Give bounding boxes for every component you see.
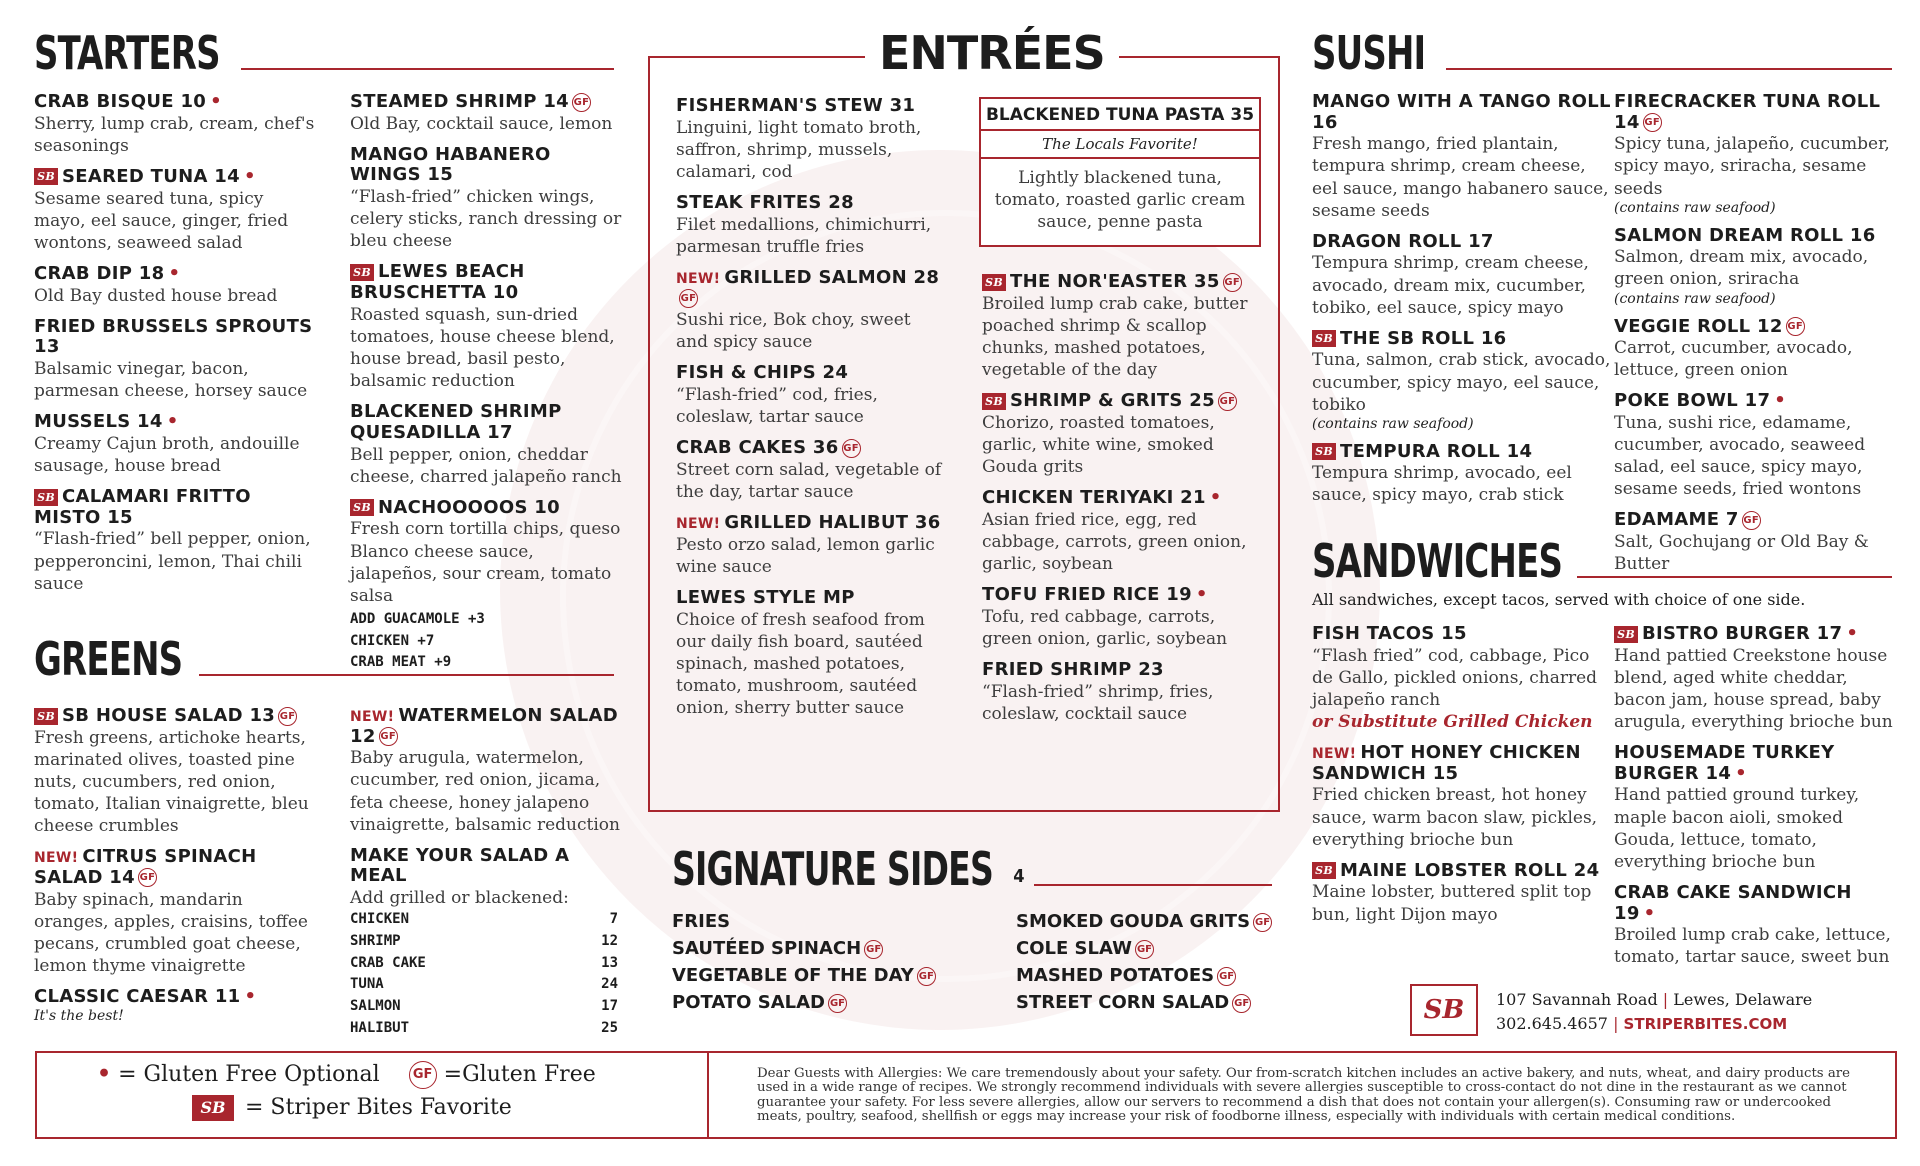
- gluten-free-optional-icon: •: [168, 262, 181, 284]
- gluten-free-icon: GF: [1223, 273, 1242, 292]
- entrees-left-column: [676, 96, 946, 729]
- addon-item: CRAB MEAT +9: [350, 654, 452, 671]
- gluten-free-icon: GF: [1253, 913, 1272, 932]
- item-name: VEGGIE ROLL 12: [1614, 315, 1783, 337]
- item-name: TEMPURA ROLL 14: [1340, 440, 1533, 462]
- item-name: FRIED SHRIMP 23: [982, 658, 1164, 680]
- menu-item: [1312, 624, 1612, 733]
- sushi-right-column: [1614, 92, 1894, 585]
- item-desc: “Flash-fried” bell pepper, onion, pepperoncini, lemon, Thai chili sauce: [34, 529, 311, 594]
- menu-item: [1312, 232, 1612, 319]
- item-name: FISH & CHIPS 24: [676, 362, 849, 384]
- addon-item: ADD GUACAMOLE +3: [350, 610, 485, 627]
- item-desc: Broiled lump crab cake, butter poached shrimp & scallop chunks, mashed potatoes, vegetable of the day: [982, 293, 1248, 380]
- allergy-notice: Dear Guests with Allergies: We care tremendously about your safety. Our from-scratch kitchen includes an active bakery, and nuts, wheat, and dairy products are used in a wide range of recipes. We strongly recommend individuals with severe allergies susceptible to cross-contact do not dine in the restaurant as we cannot guarantee your safety. For less severe allergies, allow our servers to recommend a dish that does not contain your allergen(s). Consuming raw or undercooked meats, poultry, seafood, shellfish or eggs may increase your risk of foodborne illness, especially with individuals with certain medical conditions.: [757, 1066, 1851, 1125]
- menu-item: [676, 438, 946, 503]
- menu-item: [34, 92, 319, 157]
- item-desc: Spicy tuna, jalapeño, cucumber, spicy mayo, sriracha, sesame seeds: [1614, 134, 1890, 199]
- sides-section: [672, 842, 1272, 896]
- item-desc: Salmon, dream mix, avocado, green onion, sriracha: [1614, 247, 1869, 290]
- item-desc: Tempura shrimp, cream cheese, avocado, dream mix, cucumber, tobiko, eel sauce, spicy mayo: [1312, 253, 1589, 318]
- menu-item: [982, 391, 1252, 478]
- item-desc: Carrot, cucumber, avocado, lettuce, green onion: [1614, 338, 1853, 381]
- featured-tuna-pasta-box: [979, 97, 1261, 247]
- menu-item: [350, 402, 625, 488]
- item-name: CALAMARI FRITTO MISTO 15: [34, 486, 251, 528]
- item-name: NACHOOOOOS 10: [378, 496, 560, 518]
- item-name: GRILLED SALMON 28: [724, 266, 940, 288]
- sb-favorite-icon: SB: [982, 393, 1006, 410]
- salad-meal-list: [350, 909, 630, 1039]
- meal-row: [350, 974, 618, 996]
- item-name: CHICKEN TERIYAKI 21: [982, 487, 1206, 509]
- greens-title: GREENS: [34, 632, 183, 686]
- featured-item-desc: Lightly blackened tuna, tomato, roasted garlic cream sauce, penne pasta: [994, 168, 1246, 233]
- starters-left-column: [34, 92, 319, 605]
- raw-seafood-note: (contains raw seafood): [1614, 199, 1776, 216]
- item-name: GRILLED HALIBUT 36: [724, 512, 941, 534]
- item-desc: Balsamic vinegar, bacon, parmesan cheese, horsey sauce: [34, 359, 308, 402]
- menu-item: [1312, 743, 1612, 851]
- item-name: FIRECRACKER TUNA ROLL 14: [1614, 91, 1881, 133]
- website-link[interactable]: STRIPERBITES.COM: [1623, 1015, 1788, 1033]
- meal-price: 12: [601, 932, 618, 949]
- meal-price: 7: [609, 911, 618, 928]
- sandwiches-left-column: [1312, 624, 1612, 936]
- item-desc: Hand pattied Creekstone house blend, aged white cheddar, bacon jam, house spread, baby arugula, everything brioche bun: [1614, 645, 1893, 732]
- legend-gf-text: =Gluten Free: [443, 1062, 596, 1087]
- starters-right-column: [350, 92, 625, 674]
- menu-item: [34, 264, 319, 307]
- sides-heading: [672, 842, 1272, 896]
- item-name: EDAMAME 7: [1614, 509, 1739, 531]
- menu-item: [34, 847, 319, 977]
- item-desc: Street corn salad, vegetable of the day, tartar sauce: [676, 459, 942, 503]
- menu-item: [350, 145, 625, 253]
- menu-item: [1614, 391, 1894, 500]
- gluten-free-optional-icon: •: [1209, 487, 1222, 509]
- menu-item: [1614, 317, 1894, 382]
- item-desc: Hand pattied ground turkey, maple bacon aioli, smoked Gouda, lettuce, tomato, everything brioche bun: [1614, 785, 1860, 872]
- item-name: LEWES BEACH BRUSCHETTA 10: [350, 261, 525, 304]
- item-desc: Salt, Gochujang or Old Bay & Butter: [1614, 532, 1869, 575]
- item-desc: “Flash-fried” shrimp, fries, coleslaw, cocktail sauce: [982, 681, 1214, 724]
- item-name: CRAB BISQUE 10: [34, 91, 207, 112]
- menu-item: [982, 488, 1252, 575]
- menu-item: [676, 193, 946, 258]
- menu-item: [1614, 883, 1894, 969]
- item-name: FISH TACOS 15: [1312, 623, 1467, 644]
- item-name: SALMON DREAM ROLL 16: [1614, 224, 1876, 246]
- greens-section: [34, 632, 614, 686]
- side-item: SAUTÉED SPINACH GF: [672, 938, 882, 959]
- menu-item: [350, 262, 625, 392]
- starters-section: [34, 26, 614, 80]
- sides-title: SIGNATURE SIDES: [672, 842, 994, 896]
- greens-heading: [34, 632, 614, 686]
- gluten-free-icon: GF: [1218, 392, 1237, 411]
- menu-item: [34, 487, 319, 595]
- phone-number: 302.645.4657: [1496, 1014, 1608, 1033]
- salad-meal-block: [350, 846, 630, 1040]
- item-desc: Fried chicken breast, hot honey sauce, warm bacon slaw, pickles, everything brioche bun: [1312, 785, 1598, 850]
- sides-right-list: [1016, 908, 1286, 1016]
- menu-item: [34, 317, 319, 403]
- item-name: SHRIMP & GRITS 25: [1010, 390, 1215, 412]
- entrees-title: ENTRÉES: [865, 30, 1119, 76]
- side-item: VEGETABLE OF THE DAY GF: [672, 965, 934, 986]
- meal-label: SHRIMP: [350, 932, 401, 949]
- gluten-free-icon: GF: [864, 940, 883, 959]
- item-desc: Tempura shrimp, avocado, eel sauce, spicy mayo, crab stick: [1312, 463, 1572, 506]
- sides-price: 4: [1013, 866, 1024, 887]
- item-desc: Baby arugula, watermelon, cucumber, red onion, jicama, feta cheese, honey jalapeno vinaigrette, balsamic reduction: [350, 748, 620, 835]
- new-badge: NEW!: [350, 709, 395, 725]
- gluten-free-icon: GF: [409, 1061, 437, 1089]
- menu-item: [982, 660, 1252, 725]
- gluten-free-icon: GF: [278, 707, 297, 726]
- meal-price: 17: [601, 997, 618, 1014]
- menu-item: [982, 272, 1252, 381]
- new-badge: NEW!: [676, 270, 721, 287]
- sushi-left-column: [1312, 92, 1612, 517]
- item-name: SB HOUSE SALAD 13: [62, 705, 276, 726]
- item-desc: Old Bay dusted house bread: [34, 285, 278, 306]
- item-name: LEWES STYLE MP: [676, 587, 855, 609]
- meal-label: HALIBUT: [350, 1019, 410, 1036]
- menu-item: [350, 92, 625, 135]
- item-desc: Asian fried rice, egg, red cabbage, carrots, green onion, garlic, soybean: [982, 509, 1247, 574]
- legend-line-2: [192, 1095, 512, 1121]
- item-name: CRAB CAKE SANDWICH 19: [1614, 881, 1852, 924]
- item-desc: Choice of fresh seafood from our daily fish board, sautéed spinach, mashed potatoes, tomato, mushroom, sautéed onion, sherry butter sauce: [676, 609, 925, 719]
- gluten-free-optional-icon: •: [166, 411, 179, 433]
- menu-item: [1614, 226, 1894, 307]
- sb-favorite-icon: SB: [350, 264, 374, 281]
- new-badge: NEW!: [34, 850, 79, 867]
- gluten-free-icon: GF: [679, 289, 698, 308]
- meal-price: 13: [601, 954, 618, 971]
- gluten-free-icon: GF: [917, 967, 936, 986]
- gluten-free-icon: GF: [1786, 317, 1805, 336]
- item-name: MANGO WITH A TANGO ROLL 16: [1312, 91, 1611, 133]
- side-item: COLE SLAW GF: [1016, 938, 1152, 959]
- sb-favorite-icon: SB: [350, 499, 374, 516]
- restaurant-logo: SB: [1410, 984, 1478, 1036]
- item-desc: Sherry, lump crab, cream, chef's seasonings: [34, 113, 315, 156]
- raw-seafood-note: (contains raw seafood): [1614, 290, 1776, 307]
- item-desc: Linguini, light tomato broth, saffron, shrimp, mussels, calamari, cod: [676, 117, 922, 182]
- sushi-title: SUSHI: [1312, 26, 1426, 80]
- address-line: 107 Savannah Road | Lewes, Delaware: [1496, 990, 1813, 1009]
- gluten-free-icon: GF: [1217, 967, 1236, 986]
- substitute-note: or Substitute Grilled Chicken: [1312, 711, 1593, 732]
- footer-legend-box: [35, 1051, 1897, 1139]
- gluten-free-optional-icon: •: [210, 91, 222, 112]
- item-desc: Creamy Cajun broth, andouille sausage, house bread: [34, 433, 300, 476]
- item-desc: Sesame seared tuna, spicy mayo, eel sauce, ginger, fried wontons, seaweed salad: [34, 188, 289, 253]
- gluten-free-icon: GF: [379, 727, 398, 746]
- item-name: FISHERMAN'S STEW 31: [676, 95, 916, 116]
- footer-divider: [707, 1053, 709, 1137]
- gluten-free-icon: GF: [138, 868, 157, 887]
- menu-item: [676, 268, 946, 354]
- sb-favorite-icon: SB: [1312, 443, 1336, 460]
- menu-item: [1614, 743, 1894, 873]
- item-name: CRAB DIP 18: [34, 262, 165, 284]
- meal-label: CRAB CAKE: [350, 954, 426, 971]
- item-desc: It's the best!: [34, 1007, 124, 1024]
- side-item: POTATO SALAD GF: [672, 992, 846, 1013]
- sandwiches-right-column: [1614, 624, 1894, 978]
- item-desc: Broiled lump crab cake, lettuce, tomato, tartar sauce, sweet bun: [1614, 925, 1891, 968]
- address-street: 107 Savannah Road: [1496, 990, 1658, 1009]
- item-desc: Fresh mango, fried plantain, tempura shrimp, cream cheese, eel sauce, mango habanero sauce, sesame seeds: [1312, 134, 1609, 221]
- item-name: HOUSEMADE TURKEY BURGER 14: [1614, 742, 1835, 784]
- menu-item: [350, 706, 630, 836]
- item-name: MANGO HABANERO WINGS 15: [350, 143, 551, 186]
- menu-item: [676, 588, 946, 719]
- gluten-free-icon: GF: [842, 439, 861, 458]
- item-desc: Tuna, salmon, crab stick, avocado, cucumber, spicy mayo, eel sauce, tobiko: [1312, 350, 1611, 415]
- item-name: CRAB CAKES 36: [676, 437, 839, 459]
- sb-favorite-icon: SB: [982, 274, 1006, 291]
- address-city: Lewes, Delaware: [1673, 990, 1813, 1009]
- entrees-right-column: [982, 272, 1252, 735]
- menu-item: [1312, 442, 1612, 507]
- new-badge: NEW!: [1312, 746, 1357, 763]
- gluten-free-icon: GF: [1232, 994, 1251, 1013]
- side-item: MASHED POTATOES GF: [1016, 965, 1235, 986]
- item-desc: “Flash-fried” chicken wings, celery sticks, ranch dressing or bleu cheese: [350, 187, 622, 252]
- side-item: FRIES: [672, 911, 731, 932]
- raw-seafood-note: (contains raw seafood): [1312, 415, 1474, 432]
- gluten-free-icon: GF: [828, 994, 847, 1013]
- item-desc: “Flash fried” cod, cabbage, Pico de Gallo, pickled onions, charred jalapeño ranch: [1312, 645, 1598, 710]
- meal-label: CHICKEN: [350, 911, 410, 928]
- side-item: STREET CORN SALAD GF: [1016, 992, 1250, 1013]
- item-desc: Roasted squash, sun-dried tomatoes, house cheese blend, house bread, basil pesto, balsamic reduction: [350, 304, 615, 392]
- sushi-heading: [1312, 26, 1892, 80]
- sb-favorite-icon: SB: [34, 489, 58, 506]
- sandwiches-heading: [1312, 534, 1892, 588]
- menu-item: [1614, 624, 1894, 733]
- menu-item: [982, 585, 1252, 650]
- menu-item: [34, 167, 319, 254]
- item-name: THE SB ROLL 16: [1340, 327, 1507, 349]
- gluten-free-icon: GF: [1742, 511, 1761, 530]
- featured-item-name: BLACKENED TUNA PASTA 35: [981, 99, 1259, 131]
- sandwich-intro: All sandwiches, except tacos, served with choice of one side.: [1312, 590, 1806, 609]
- gluten-free-optional-icon: •: [1774, 390, 1787, 412]
- meal-price: 25: [601, 1019, 618, 1036]
- sides-left-list: [672, 908, 1002, 1016]
- item-name: MUSSELS 14: [34, 411, 163, 433]
- starters-title: STARTERS: [34, 26, 220, 80]
- sandwiches-section: [1312, 534, 1892, 611]
- greens-right-column: [350, 706, 630, 1049]
- menu-item: [34, 987, 319, 1024]
- side-item: SMOKED GOUDA GRITS GF: [1016, 911, 1271, 932]
- item-name: DRAGON ROLL 17: [1312, 230, 1494, 252]
- new-badge: NEW!: [676, 516, 721, 533]
- meal-label: SALMON: [350, 997, 401, 1014]
- meal-row: [350, 996, 618, 1018]
- menu-item: [34, 706, 319, 837]
- gluten-free-icon: GF: [1135, 940, 1154, 959]
- legend-sb-text: = Striper Bites Favorite: [245, 1095, 512, 1120]
- salad-meal-title: MAKE YOUR SALAD A MEAL: [350, 844, 570, 887]
- menu-item: [350, 498, 625, 607]
- gluten-free-optional-icon: •: [244, 985, 257, 1007]
- item-name: STEAK FRITES 28: [676, 191, 854, 213]
- gluten-free-optional-icon: •: [1195, 584, 1208, 605]
- salad-meal-subtitle: Add grilled or blackened:: [350, 888, 569, 909]
- legend-line-1: [97, 1061, 596, 1089]
- sb-favorite-icon: SB: [192, 1095, 234, 1121]
- item-desc: “Flash-fried” cod, fries, coleslaw, tartar sauce: [676, 385, 878, 428]
- sb-favorite-icon: SB: [1312, 862, 1336, 879]
- item-name: THE NOR'EASTER 35: [1010, 271, 1220, 292]
- sb-favorite-icon: SB: [1312, 330, 1336, 347]
- item-desc: Old Bay, cocktail sauce, lemon: [350, 113, 613, 134]
- contact-line: 302.645.4657 | STRIPERBITES.COM: [1496, 1014, 1788, 1033]
- gluten-free-optional-icon: •: [1846, 623, 1859, 644]
- item-desc: Fresh corn tortilla chips, queso Blanco cheese sauce, jalapeños, sour cream, tomato salsa: [350, 519, 621, 606]
- item-desc: Fresh greens, artichoke hearts, marinated olives, toasted pine nuts, cucumbers, red onion, tomato, Italian vinaigrette, bleu cheese crumbles: [34, 727, 309, 837]
- item-desc: Sushi rice, Bok choy, sweet and spicy sauce: [676, 310, 911, 353]
- menu-item: [676, 96, 946, 183]
- greens-left-column: [34, 706, 319, 1034]
- menu-item: [1312, 861, 1612, 926]
- menu-item: [676, 363, 946, 428]
- gluten-free-icon: GF: [572, 93, 591, 112]
- item-desc: Pesto orzo salad, lemon garlic wine sauce: [676, 534, 935, 577]
- item-name: CLASSIC CAESAR 11: [34, 985, 241, 1007]
- menu-item: [1312, 92, 1612, 222]
- item-name: BLACKENED SHRIMP QUESADILLA 17: [350, 401, 562, 443]
- legend-gfo-text: = Gluten Free Optional: [118, 1062, 380, 1087]
- meal-label: TUNA: [350, 976, 384, 993]
- sb-favorite-icon: SB: [34, 168, 58, 185]
- item-name: MAINE LOBSTER ROLL 24: [1340, 859, 1600, 881]
- meal-price: 24: [601, 976, 618, 993]
- sb-favorite-icon: SB: [34, 708, 58, 725]
- gluten-free-optional-icon: •: [1735, 762, 1747, 784]
- gluten-free-icon: GF: [1643, 113, 1662, 132]
- item-desc: Baby spinach, mandarin oranges, apples, craisins, toffee pecans, crumbled goat cheese, lemon thyme vinaigrette: [34, 889, 308, 976]
- sandwiches-title: SANDWICHES: [1312, 534, 1563, 588]
- sushi-section: [1312, 26, 1892, 80]
- menu-item: [1614, 92, 1894, 216]
- addon-item: CHICKEN +7: [350, 632, 435, 649]
- item-desc: Maine lobster, buttered split top bun, light Dijon mayo: [1312, 882, 1592, 925]
- item-name: POKE BOWL 17: [1614, 390, 1771, 412]
- item-name: FRIED BRUSSELS SPROUTS 13: [34, 315, 313, 358]
- menu-item: [1312, 329, 1612, 432]
- meal-row: [350, 909, 618, 931]
- menu-item: [676, 513, 946, 578]
- meal-row: [350, 931, 618, 953]
- menu-item: [34, 412, 319, 477]
- featured-item-tagline: The Locals Favorite!: [981, 131, 1259, 159]
- item-name: HOT HONEY CHICKEN SANDWICH 15: [1312, 742, 1581, 784]
- gluten-free-optional-icon: •: [243, 165, 256, 187]
- meal-row: [350, 1018, 618, 1040]
- item-name: WATERMELON SALAD 12: [350, 705, 619, 747]
- gluten-free-optional-icon: •: [1643, 902, 1656, 924]
- starters-heading: [34, 26, 614, 80]
- item-desc: Bell pepper, onion, cheddar cheese, charred jalapeño ranch: [350, 444, 622, 487]
- item-name: SEARED TUNA 14: [62, 165, 240, 187]
- gluten-free-optional-icon: •: [97, 1061, 112, 1087]
- item-desc: Tofu, red cabbage, carrots, green onion, garlic, soybean: [982, 606, 1228, 649]
- item-name: BISTRO BURGER 17: [1642, 623, 1843, 644]
- item-desc: Filet medallions, chimichurri, parmesan truffle fries: [676, 214, 932, 257]
- sb-favorite-icon: SB: [1614, 626, 1638, 643]
- item-name: CITRUS SPINACH SALAD 14: [34, 846, 257, 888]
- item-desc: Chorizo, roasted tomatoes, garlic, white wine, smoked Gouda grits: [982, 412, 1215, 477]
- meal-row: [350, 953, 618, 975]
- item-name: STEAMED SHRIMP 14: [350, 91, 569, 112]
- item-desc: Tuna, sushi rice, edamame, cucumber, avocado, seaweed salad, eel sauce, spicy mayo, sesame seeds, fried wontons: [1614, 413, 1866, 500]
- item-name: TOFU FRIED RICE 19: [982, 584, 1192, 605]
